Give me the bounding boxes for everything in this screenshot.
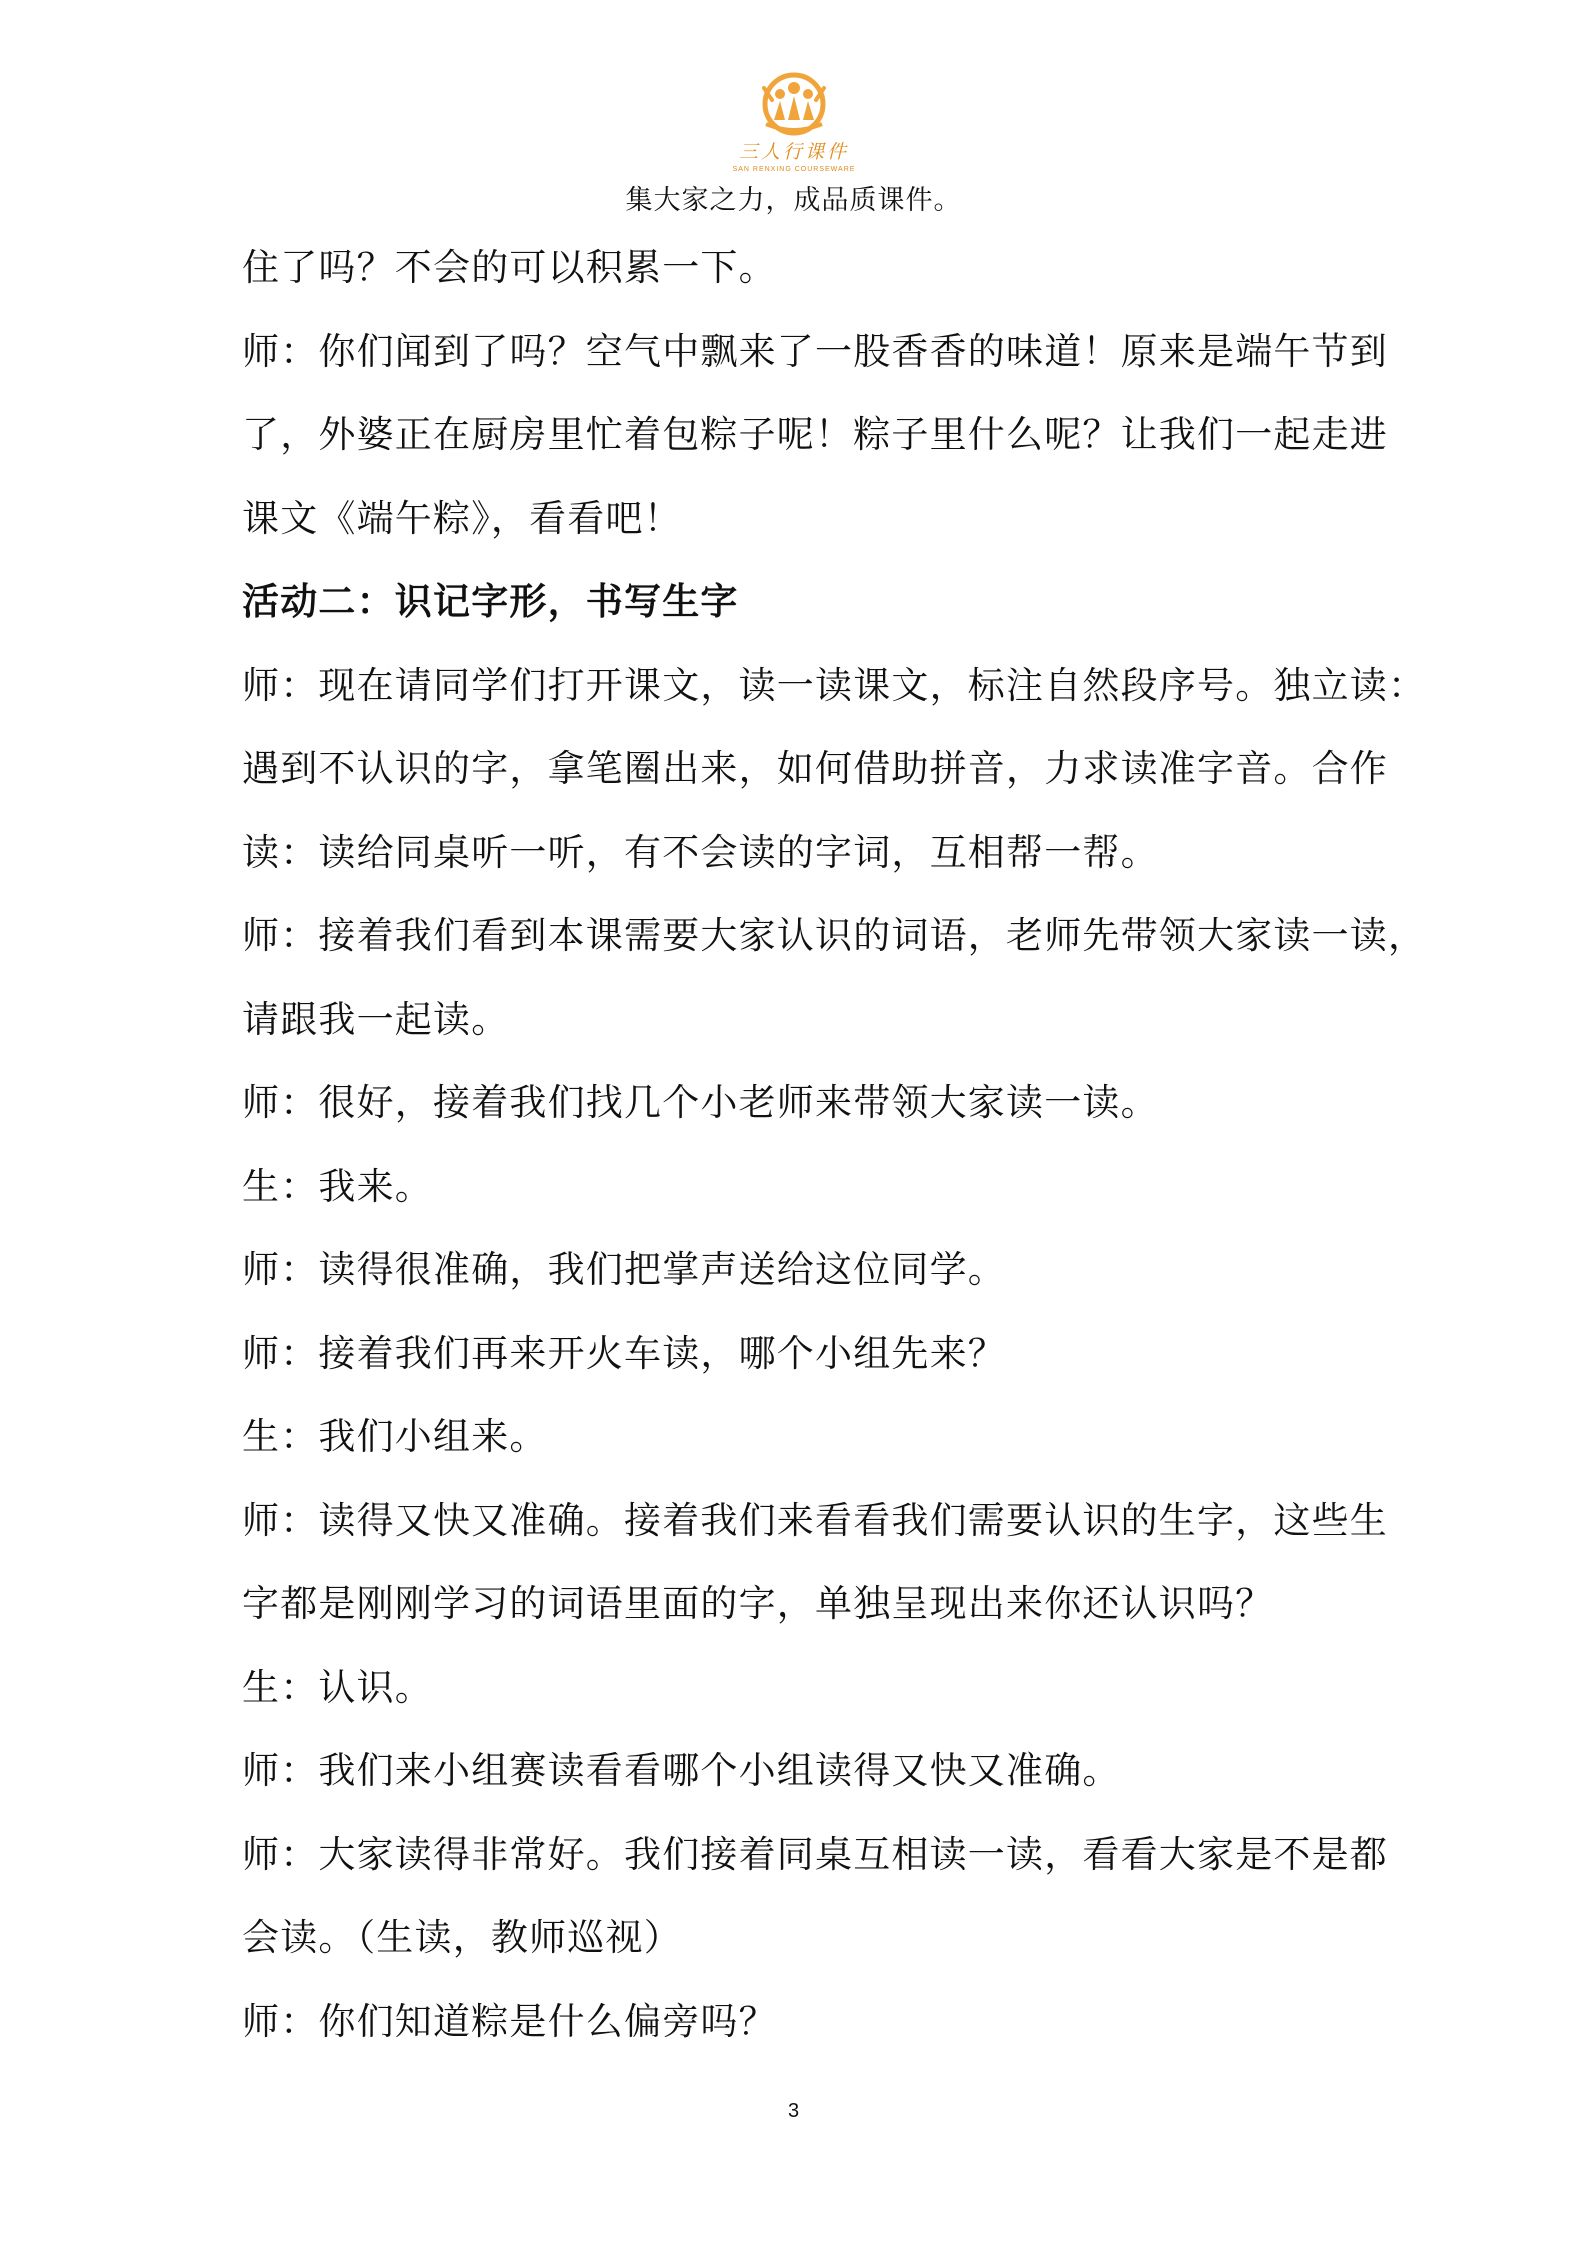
text-line: 读：读给同桌听一听，有不会读的字词，互相帮一帮。 <box>242 830 1159 874</box>
text-line: 师：读得又快又准确。接着我们来看看我们需要认识的生字，这些生 <box>242 1498 1388 1542</box>
text-line: 生：我们小组来。 <box>242 1415 548 1458</box>
logo-subtext: SAN RENXING COURSEWARE <box>732 166 855 173</box>
document-body <box>242 226 1427 2063</box>
text-line: 师：接着我们再来开火车读，哪个小组先来？ <box>242 1331 1006 1375</box>
logo-text: 三人行课件 <box>738 141 849 163</box>
section-heading: 活动二：识记字形，书写生字 <box>242 579 739 623</box>
text-line: 生：认识。 <box>242 1665 433 1709</box>
page-header <box>0 70 1587 174</box>
text-line: 师：你们闻到了吗？空气中飘来了一股香香的味道！原来是端午节到 <box>242 329 1388 373</box>
text-line: 师：很好，接着我们找几个小老师来带领大家读一读。 <box>242 1081 1159 1124</box>
text-line: 师：读得很准确，我们把掌声送给这位同学。 <box>242 1248 1006 1291</box>
text-line: 了，外婆正在厨房里忙着包粽子呢！粽子里什么呢？让我们一起走进 <box>242 413 1388 456</box>
text-line: 请跟我一起读。 <box>242 997 510 1041</box>
text-line: 师：现在请同学们打开课文，读一读课文，标注自然段序号。独立读： <box>242 663 1427 707</box>
text-line: 生：我来。 <box>242 1164 433 1208</box>
text-line: 师：大家读得非常好。我们接着同桌互相读一读，看看大家是不是都 <box>242 1832 1388 1876</box>
text-line: 课文《端午粽》，看看吧！ <box>242 496 682 540</box>
sanrenxing-logo-icon <box>724 70 864 174</box>
text-line: 住了吗？不会的可以积累一下。 <box>242 246 777 289</box>
text-line: 师：接着我们看到本课需要大家认识的词语，老师先带领大家读一读， <box>242 914 1427 957</box>
text-line: 遇到不认识的字，拿笔圈出来，如何借助拼音，力求读准字音。合作 <box>242 747 1388 790</box>
text-line: 会读。（生读，教师巡视） <box>242 1916 682 1959</box>
header-slogan: 集大家之力，成品质课件。 <box>625 185 962 216</box>
page-number: 3 <box>787 2100 800 2122</box>
text-line: 师：我们来小组赛读看看哪个小组读得又快又准确。 <box>242 1749 1121 1792</box>
text-line: 师：你们知道粽是什么偏旁吗？ <box>242 1999 777 2043</box>
text-line: 字都是刚刚学习的词语里面的字，单独呈现出来你还认识吗？ <box>242 1582 1274 1625</box>
